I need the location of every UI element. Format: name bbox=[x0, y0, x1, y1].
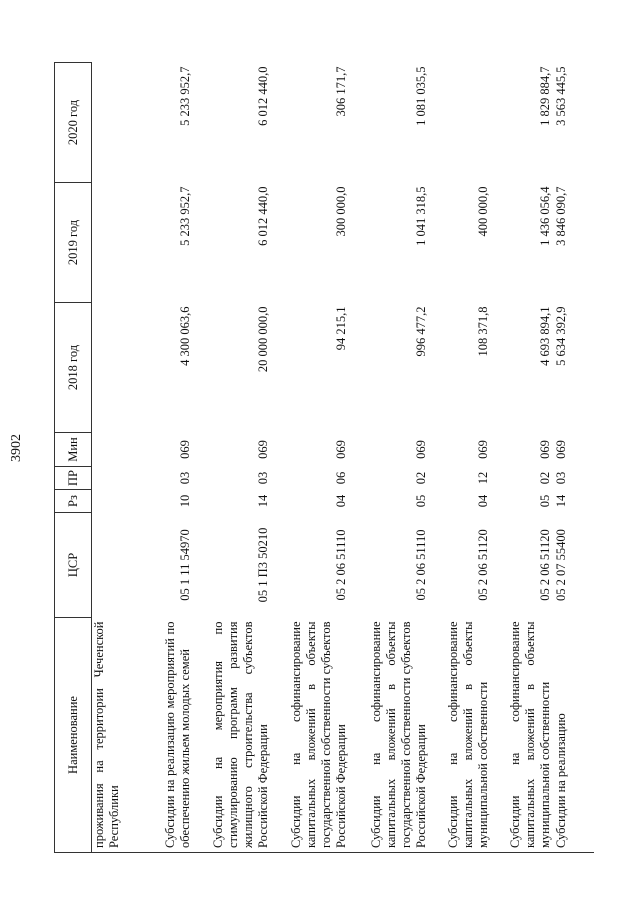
row-2018: 4 693 894,1 bbox=[537, 306, 552, 366]
row-2019: 300 000,0 bbox=[333, 186, 348, 237]
row-rz bbox=[92, 490, 132, 513]
row-min: 069 bbox=[537, 440, 552, 459]
budget-table bbox=[54, 62, 594, 853]
header-2019: 2019 год bbox=[55, 183, 92, 303]
row-pr: 02 bbox=[413, 471, 428, 485]
row-min bbox=[92, 433, 132, 467]
row-min: 069 bbox=[333, 440, 348, 459]
row-2019: 1 436 056,4 bbox=[537, 186, 552, 246]
row-csr bbox=[92, 513, 132, 618]
row-name: Субсидии на софинансирование капитальных вложений в объекты муниципальной собственности bbox=[430, 618, 492, 853]
row-rz: 10 bbox=[177, 494, 192, 508]
table-row bbox=[132, 63, 194, 853]
row-pr: 12 bbox=[475, 471, 490, 485]
table-header-row bbox=[55, 63, 92, 853]
header-2018: 2018 год bbox=[55, 303, 92, 433]
row-2020: 3 563 445,5 bbox=[553, 66, 568, 126]
table-row bbox=[194, 63, 272, 853]
row-min: 069 bbox=[255, 440, 270, 459]
row-2019: 6 012 440,0 bbox=[255, 186, 270, 246]
row-csr: 05 1 П3 50210 bbox=[255, 527, 270, 603]
header-name: Наименование bbox=[55, 618, 92, 853]
row-2020: 6 012 440,0 bbox=[255, 66, 270, 126]
row-pr: 02 bbox=[537, 471, 552, 485]
header-min: Мин bbox=[55, 433, 92, 467]
row-2020: 1 081 035,5 bbox=[413, 66, 428, 126]
rotated-table-container bbox=[54, 63, 614, 853]
row-2018: 94 215,1 bbox=[333, 306, 348, 351]
page-number-text: 3902 bbox=[9, 434, 24, 462]
row-name: Субсидии на софинансирование капитальных вложений в объекты муниципальной собственности bbox=[492, 618, 554, 853]
row-2018: 996 477,2 bbox=[413, 306, 428, 357]
row-2020: 5 233 952,7 bbox=[177, 66, 192, 126]
row-rz: 04 bbox=[333, 494, 348, 508]
row-pr: 06 bbox=[333, 471, 348, 485]
row-min: 069 bbox=[413, 440, 428, 459]
row-2019: 3 846 090,7 bbox=[553, 186, 568, 246]
row-name: Субсидии на реализацию мероприятий по обеспечению жильем молодых семей bbox=[132, 618, 194, 853]
row-rz: 05 bbox=[413, 494, 428, 508]
row-csr: 05 2 06 51120 bbox=[537, 529, 552, 601]
row-2018: 20 000 000,0 bbox=[255, 306, 270, 373]
table-row bbox=[350, 63, 430, 853]
table-row bbox=[92, 63, 132, 853]
row-rz: 14 bbox=[553, 494, 568, 508]
row-pr: 03 bbox=[177, 471, 192, 485]
row-min: 069 bbox=[177, 440, 192, 459]
header-csr: ЦСР bbox=[55, 513, 92, 618]
table-row bbox=[430, 63, 492, 853]
row-2019: 1 041 318,5 bbox=[413, 186, 428, 246]
row-name: проживания на территории Чеченской Республики bbox=[92, 618, 132, 853]
row-csr: 05 1 11 54970 bbox=[177, 529, 192, 601]
row-2019 bbox=[92, 183, 132, 303]
page-number bbox=[6, 428, 28, 468]
row-name: Субсидии на мероприятия по стимулированию программ развития жилищного строительства субъектов Российской Федерации bbox=[194, 618, 272, 853]
header-rz: Рз bbox=[55, 490, 92, 513]
row-2019: 400 000,0 bbox=[475, 186, 490, 237]
row-2020: 1 829 884,7 bbox=[537, 66, 552, 126]
row-min: 069 bbox=[553, 440, 568, 459]
row-csr: 05 2 07 55400 bbox=[553, 529, 568, 601]
row-pr: 03 bbox=[255, 471, 270, 485]
row-csr: 05 2 06 51120 bbox=[475, 529, 490, 601]
row-pr bbox=[92, 467, 132, 490]
row-2020: 306 171,7 bbox=[333, 66, 348, 117]
row-2019: 5 233 952,7 bbox=[177, 186, 192, 246]
row-rz: 05 bbox=[537, 494, 552, 508]
row-2020 bbox=[430, 63, 492, 183]
table-row bbox=[272, 63, 350, 853]
header-pr: ПР bbox=[55, 467, 92, 490]
row-pr: 03 bbox=[553, 471, 568, 485]
row-name: Субсидии на софинансирование капитальных вложений в объекты государственной собственности субъектов Российской Федерации bbox=[272, 618, 350, 853]
row-2018: 5 634 392,9 bbox=[553, 306, 568, 366]
row-min: 069 bbox=[475, 440, 490, 459]
row-rz: 04 bbox=[475, 494, 490, 508]
row-2020 bbox=[92, 63, 132, 183]
row-2018: 108 371,8 bbox=[475, 306, 490, 357]
row-rz: 14 bbox=[255, 494, 270, 508]
table-row bbox=[492, 63, 554, 853]
row-2018 bbox=[92, 303, 132, 433]
row-2018: 4 300 063,6 bbox=[177, 306, 192, 366]
row-csr: 05 2 06 51110 bbox=[413, 529, 428, 601]
row-name: Субсидии на софинансирование капитальных вложений в объекты государственной собственности субъектов Российской Федерации bbox=[350, 618, 430, 853]
header-2020: 2020 год bbox=[55, 63, 92, 183]
row-name: Субсидии на реализацию bbox=[554, 618, 594, 853]
table-row bbox=[554, 63, 594, 853]
row-csr: 05 2 06 51110 bbox=[333, 529, 348, 601]
